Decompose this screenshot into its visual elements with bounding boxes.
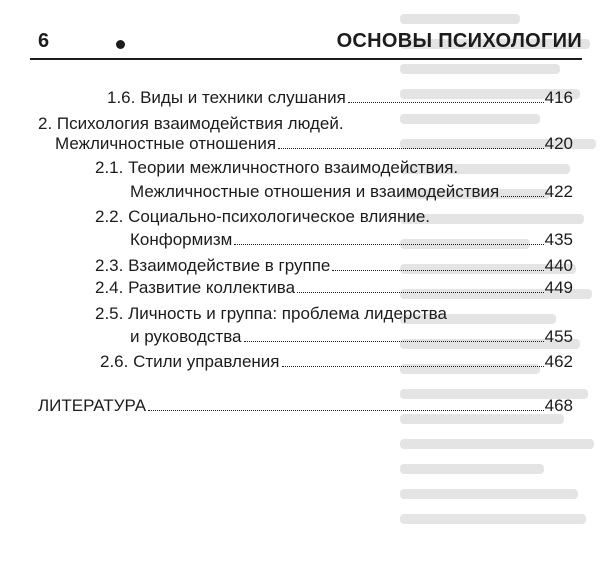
toc-entry bbox=[38, 395, 573, 417]
toc-entry bbox=[107, 87, 573, 109]
toc-section-title: 2. Психология взаимодействия людей. bbox=[38, 114, 344, 133]
toc-entry-page: 422 bbox=[544, 182, 573, 201]
toc-entry-title: 2.1. Теории межличностного взаимодействия. bbox=[95, 158, 459, 177]
toc-entry-page: 455 bbox=[544, 327, 573, 346]
toc-entry-title: 2.6. Стили управления bbox=[100, 352, 280, 371]
toc-entry-title: 2.4. Развитие коллектива bbox=[95, 278, 296, 297]
dot-leader bbox=[332, 270, 543, 271]
running-title: ОСНОВЫ ПСИХОЛОГИИ bbox=[336, 30, 582, 52]
toc-entry bbox=[100, 351, 573, 373]
toc-entry-page: 462 bbox=[544, 352, 573, 371]
dot-leader bbox=[282, 366, 544, 367]
toc-entry bbox=[95, 277, 573, 299]
page-header bbox=[30, 26, 582, 58]
toc-entry-page: 435 bbox=[544, 230, 573, 249]
toc-entry-title: и руководства bbox=[130, 327, 242, 346]
toc-entry bbox=[130, 181, 573, 203]
dot-leader bbox=[348, 102, 544, 103]
dot-leader bbox=[244, 341, 544, 342]
dot-leader bbox=[148, 410, 544, 411]
header-bullet-icon bbox=[116, 40, 125, 49]
toc-entry bbox=[95, 255, 573, 277]
toc-entry-page: 420 bbox=[544, 134, 573, 153]
toc-entry-title: Межличностные отношения и взаимодействия bbox=[130, 182, 500, 201]
toc-entry-title: 2.3. Взаимодействие в группе bbox=[95, 256, 331, 275]
toc-entry-title: Конформизм bbox=[130, 230, 233, 249]
toc-entry bbox=[55, 133, 573, 155]
toc-entry-title: ЛИТЕРАТУРА bbox=[38, 396, 147, 415]
dot-leader bbox=[278, 148, 544, 149]
toc-entry-page: 468 bbox=[544, 396, 573, 415]
toc-entry bbox=[130, 326, 573, 348]
toc-entry-title: 2.5. Личность и группа: проблема лидерства bbox=[95, 304, 447, 323]
toc-entry-page: 449 bbox=[544, 278, 573, 297]
toc-entry-page: 440 bbox=[544, 256, 573, 275]
toc-entry-title: 1.6. Виды и техники слушания bbox=[107, 88, 346, 107]
toc-entry-page: 416 bbox=[544, 88, 573, 107]
header-rule bbox=[30, 58, 582, 60]
dot-leader bbox=[297, 292, 544, 293]
toc-entry-title: 2.2. Социально-психологическое влияние. bbox=[95, 207, 431, 226]
toc-entry-title: Межличностные отношения bbox=[55, 134, 277, 153]
dot-leader bbox=[501, 196, 543, 197]
toc-entry bbox=[130, 229, 573, 251]
page-number: 6 bbox=[38, 30, 50, 52]
dot-leader bbox=[234, 244, 543, 245]
